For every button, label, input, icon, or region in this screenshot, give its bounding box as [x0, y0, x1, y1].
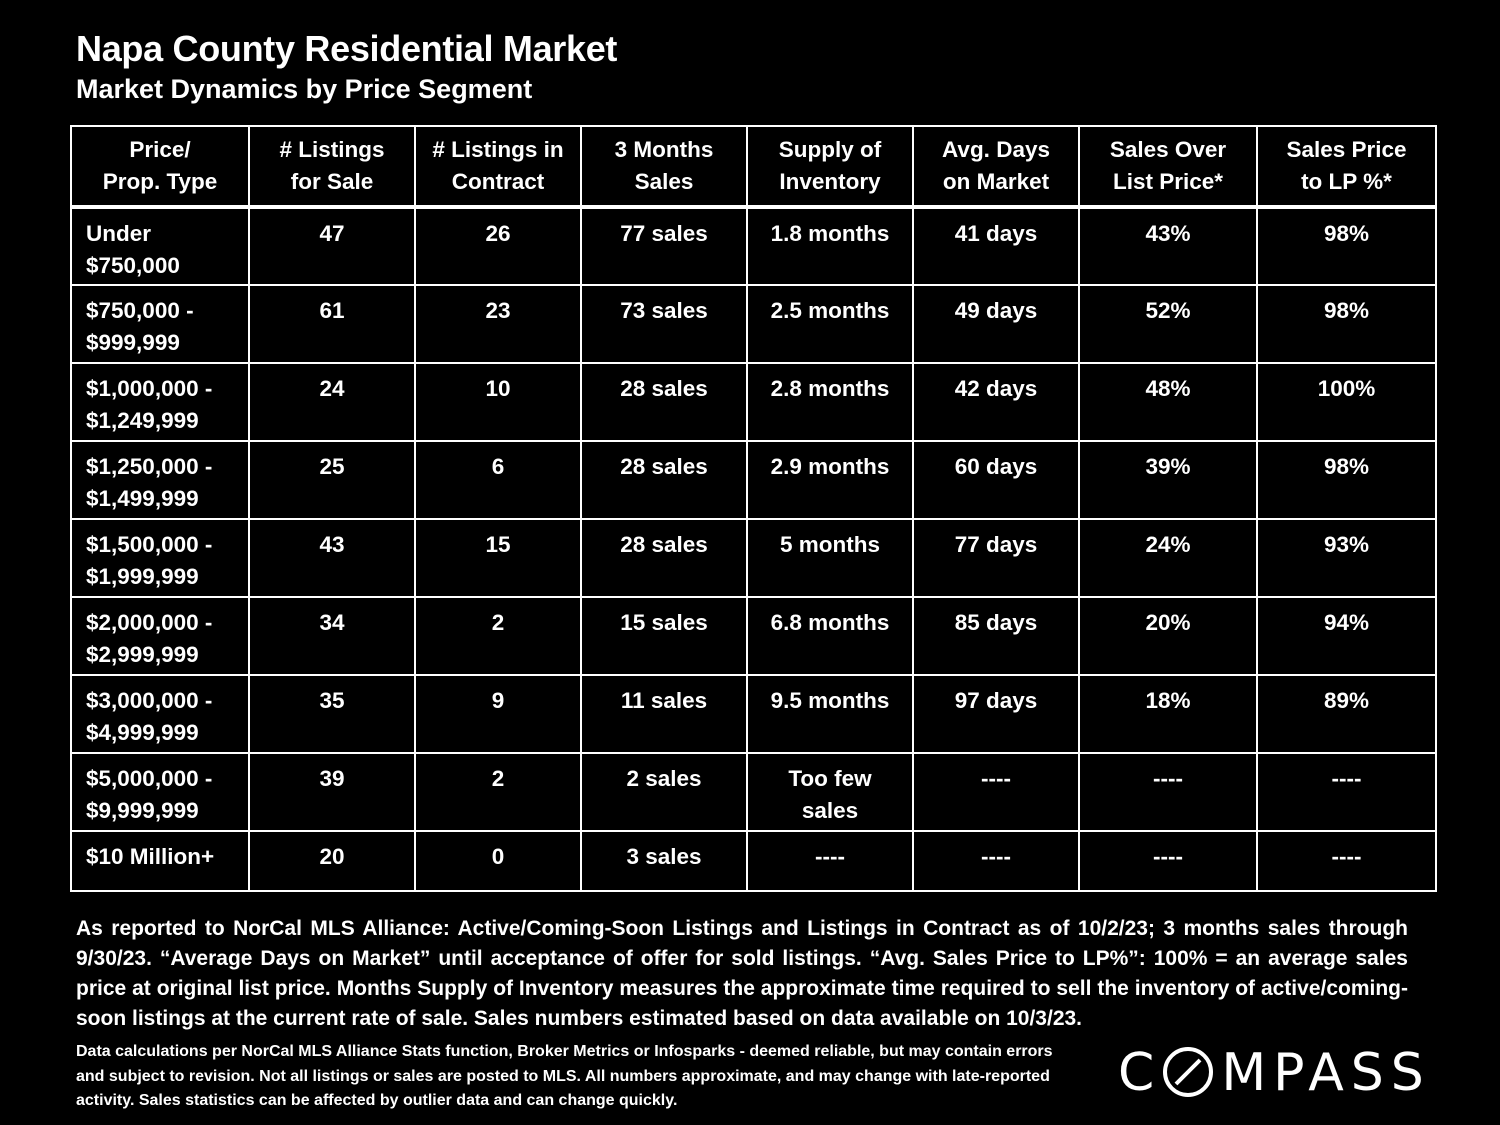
cell-sales-over-list: ----	[1079, 831, 1257, 891]
data-disclaimer: Data calculations per NorCal MLS Alliance Stats function, Broker Metrics or Infosparks - deemed reliable, but may contain errors and subject to revision. Not all listings or sales are posted to MLS. All numbers approximate, and may change with late-reported activity. Sales statistics can be affected by outlier data and can change quickly.	[76, 1043, 1053, 1109]
cell-three-month-sales: 28 sales	[581, 441, 747, 519]
cell-line: Too few	[788, 766, 872, 791]
table-row	[71, 363, 1436, 441]
cell-price-range	[71, 363, 249, 441]
header-line: on Market	[942, 169, 1050, 194]
table-body	[71, 207, 1436, 891]
cell-supply-of-inventory	[747, 207, 913, 285]
table-row	[71, 675, 1436, 753]
cell-sales-price-to-lp: 89%	[1257, 675, 1436, 753]
header-line: 3 Months	[614, 137, 714, 162]
cell-avg-days-on-market: 60 days	[913, 441, 1079, 519]
table-row	[71, 285, 1436, 363]
cell-sales-over-list: 20%	[1079, 597, 1257, 675]
cell-listings-for-sale: 35	[249, 675, 415, 753]
cell-listings-in-contract: 6	[415, 441, 581, 519]
cell-three-month-sales: 73 sales	[581, 285, 747, 363]
cell-line: 1.8 months	[770, 221, 890, 246]
cell-supply-of-inventory	[747, 831, 913, 891]
cell-supply-of-inventory	[747, 597, 913, 675]
cell-avg-days-on-market: 97 days	[913, 675, 1079, 753]
cell-listings-for-sale: 25	[249, 441, 415, 519]
cell-price-range	[71, 753, 249, 831]
header-line: Prop. Type	[102, 169, 218, 194]
methodology-footnote: As reported to NorCal MLS Alliance: Active/Coming-Soon Listings and Listings in Contract as of 10/2/23; 3 months sales through 9/30/23. “Average Days on Market” until acceptance of offer for sold listings. “Avg. Sales Price to LP%”: 100% = an average sales price at original list price. Months Supply of Inventory measures the approximate time required to sell the inventory of active/coming-soon listings at the current rate of sale. Sales numbers estimated based on data available on 10/3/23.	[76, 917, 1408, 1030]
cell-sales-over-list: 18%	[1079, 675, 1257, 753]
cell-sales-over-list: 48%	[1079, 363, 1257, 441]
cell-avg-days-on-market: 49 days	[913, 285, 1079, 363]
cell-price-range	[71, 519, 249, 597]
header-line: Sales Price	[1286, 137, 1407, 162]
cell-supply-of-inventory	[747, 441, 913, 519]
column-header-contract	[415, 126, 581, 207]
compass-logo	[1118, 1043, 1431, 1103]
cell-listings-in-contract: 26	[415, 207, 581, 285]
cell-listings-for-sale: 24	[249, 363, 415, 441]
cell-line: $750,000	[86, 253, 180, 278]
column-header-sales	[581, 126, 747, 207]
cell-line: $1,999,999	[86, 564, 199, 589]
cell-avg-days-on-market: ----	[913, 831, 1079, 891]
cell-avg-days-on-market: 41 days	[913, 207, 1079, 285]
cell-line: ----	[815, 844, 845, 869]
cell-sales-over-list: ----	[1079, 753, 1257, 831]
table-row	[71, 519, 1436, 597]
page-subtitle: Market Dynamics by Price Segment	[76, 74, 533, 104]
cell-line: $4,999,999	[86, 720, 199, 745]
cell-listings-for-sale: 61	[249, 285, 415, 363]
cell-sales-price-to-lp: 93%	[1257, 519, 1436, 597]
header-line: Sales Over	[1109, 137, 1227, 162]
cell-line: sales	[801, 798, 859, 823]
cell-line: $3,000,000 -	[86, 688, 213, 713]
table-row	[71, 597, 1436, 675]
cell-listings-in-contract: 10	[415, 363, 581, 441]
cell-avg-days-on-market: ----	[913, 753, 1079, 831]
header-line: Inventory	[779, 169, 881, 194]
header-line: # Listings	[279, 137, 385, 162]
cell-listings-for-sale: 47	[249, 207, 415, 285]
cell-line: $5,000,000 -	[86, 766, 213, 791]
cell-avg-days-on-market: 85 days	[913, 597, 1079, 675]
cell-avg-days-on-market: 42 days	[913, 363, 1079, 441]
cell-listings-for-sale: 34	[249, 597, 415, 675]
header-line: Sales	[634, 169, 694, 194]
cell-sales-price-to-lp: ----	[1257, 831, 1436, 891]
cell-avg-days-on-market: 77 days	[913, 519, 1079, 597]
cell-supply-of-inventory	[747, 285, 913, 363]
cell-line: $9,999,999	[86, 798, 199, 823]
cell-sales-over-list: 39%	[1079, 441, 1257, 519]
header-line: List Price*	[1112, 169, 1224, 194]
cell-line: $1,500,000 -	[86, 532, 213, 557]
cell-line: 6.8 months	[770, 610, 890, 635]
cell-supply-of-inventory	[747, 753, 913, 831]
cell-price-range	[71, 597, 249, 675]
cell-sales-over-list: 43%	[1079, 207, 1257, 285]
cell-line: $1,250,000 -	[86, 454, 213, 479]
cell-price-range	[71, 207, 249, 285]
cell-listings-in-contract: 9	[415, 675, 581, 753]
cell-sales-price-to-lp: 98%	[1257, 441, 1436, 519]
table-row	[71, 753, 1436, 831]
cell-line: $2,000,000 -	[86, 610, 213, 635]
logo-text-start: C	[1118, 1043, 1162, 1103]
header-line: Supply of	[778, 137, 882, 162]
cell-sales-price-to-lp: 98%	[1257, 285, 1436, 363]
cell-price-range	[71, 675, 249, 753]
cell-line: 2.9 months	[770, 454, 890, 479]
cell-sales-price-to-lp: 94%	[1257, 597, 1436, 675]
cell-price-range	[71, 441, 249, 519]
cell-listings-for-sale: 39	[249, 753, 415, 831]
cell-supply-of-inventory	[747, 363, 913, 441]
header-line: Contract	[451, 169, 545, 194]
cell-line: $1,499,999	[86, 486, 199, 511]
cell-line: 9.5 months	[770, 688, 890, 713]
cell-sales-price-to-lp: 100%	[1257, 363, 1436, 441]
cell-supply-of-inventory	[747, 675, 913, 753]
cell-three-month-sales: 15 sales	[581, 597, 747, 675]
cell-line: 2.5 months	[770, 298, 890, 323]
cell-sales-over-list: 24%	[1079, 519, 1257, 597]
table-row	[71, 831, 1436, 891]
page-title: Napa County Residential Market	[76, 28, 618, 69]
cell-line: $2,999,999	[86, 642, 199, 667]
table-row	[71, 441, 1436, 519]
cell-three-month-sales: 28 sales	[581, 363, 747, 441]
cell-listings-for-sale: 20	[249, 831, 415, 891]
cell-listings-in-contract: 15	[415, 519, 581, 597]
cell-listings-in-contract: 23	[415, 285, 581, 363]
cell-three-month-sales: 77 sales	[581, 207, 747, 285]
cell-three-month-sales: 3 sales	[581, 831, 747, 891]
cell-line: $999,999	[86, 330, 180, 355]
cell-supply-of-inventory	[747, 519, 913, 597]
cell-line: 2.8 months	[770, 376, 890, 401]
cell-sales-price-to-lp: 98%	[1257, 207, 1436, 285]
market-table	[70, 125, 1437, 892]
table-header-row	[71, 126, 1436, 207]
cell-price-range	[71, 831, 249, 891]
logo-text-end: MPASS	[1221, 1043, 1431, 1103]
cell-line: $10 Million+	[86, 844, 215, 869]
cell-price-range	[71, 285, 249, 363]
cell-sales-price-to-lp: ----	[1257, 753, 1436, 831]
cell-line: Under	[86, 221, 152, 246]
header-line: # Listings in	[432, 137, 564, 162]
logo-o-glyph	[1163, 1047, 1213, 1097]
column-header-days	[913, 126, 1079, 207]
header-line: for Sale	[290, 169, 374, 194]
header-line: to LP %*	[1301, 169, 1392, 194]
cell-listings-for-sale: 43	[249, 519, 415, 597]
cell-line: $1,000,000 -	[86, 376, 213, 401]
cell-listings-in-contract: 0	[415, 831, 581, 891]
table-row	[71, 207, 1436, 285]
column-header-price-to-lp	[1257, 126, 1436, 207]
cell-three-month-sales: 11 sales	[581, 675, 747, 753]
cell-three-month-sales: 2 sales	[581, 753, 747, 831]
cell-three-month-sales: 28 sales	[581, 519, 747, 597]
column-header-supply	[747, 126, 913, 207]
column-header-listings	[249, 126, 415, 207]
column-header-over-list	[1079, 126, 1257, 207]
cell-line: $750,000 -	[86, 298, 194, 323]
header-line: Price/	[129, 137, 191, 162]
cell-listings-in-contract: 2	[415, 597, 581, 675]
cell-line: 5 months	[779, 532, 880, 557]
column-header-price	[71, 126, 249, 207]
cell-listings-in-contract: 2	[415, 753, 581, 831]
cell-sales-over-list: 52%	[1079, 285, 1257, 363]
cell-line: $1,249,999	[86, 408, 199, 433]
header-line: Avg. Days	[942, 137, 1050, 162]
